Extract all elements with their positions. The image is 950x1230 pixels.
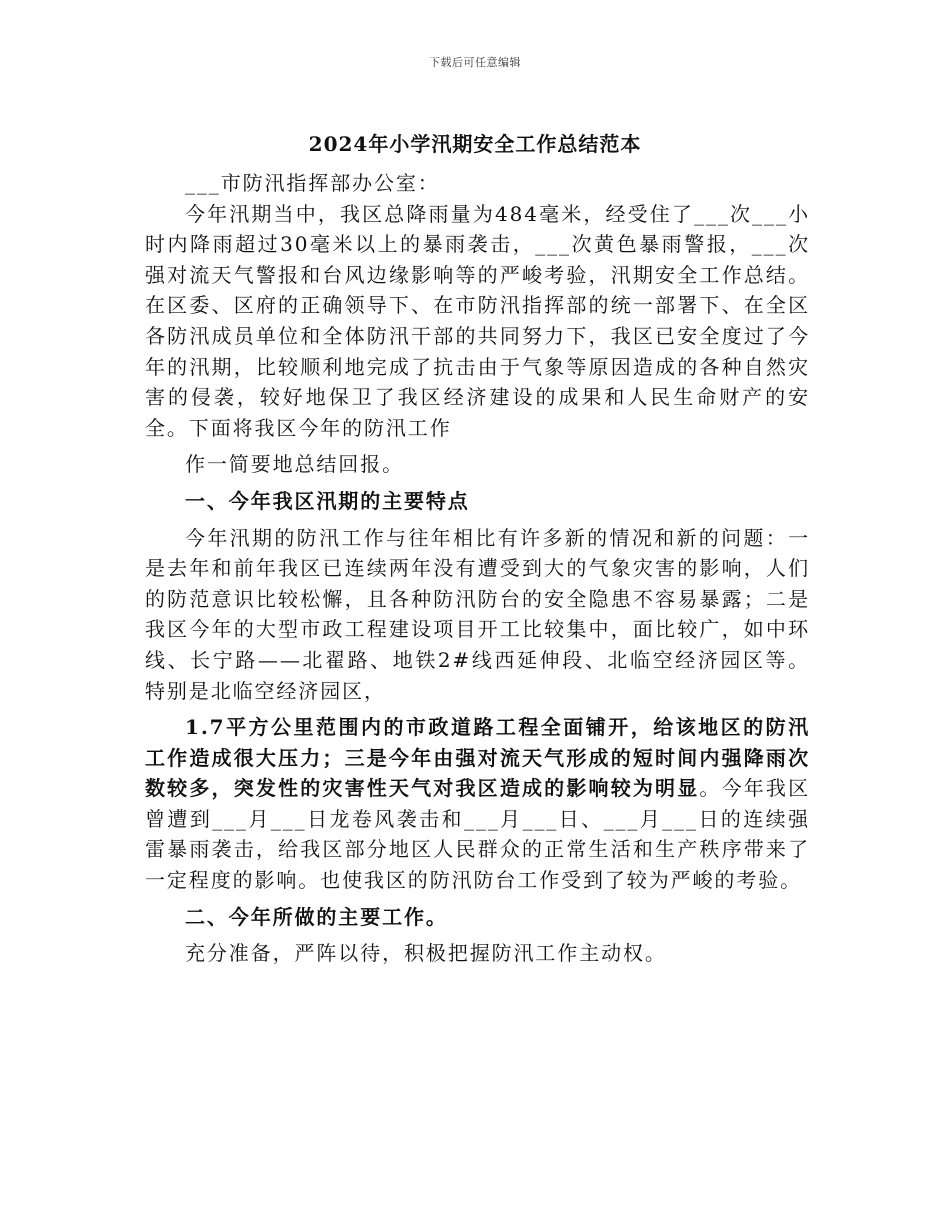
paragraph-3: 今年汛期的防汛工作与往年相比有许多新的情况和新的问题：一是去年和前年我区已连续两年没有遭受到大的气象灾害的影响，人们的防范意识比较松懈，且各种防汛防台的安全隐患不容易暴露；二是我区今年的大型市政工程建设项目开工比较集中，面比较广，如中环线、长宁路——北翟路、地铁2#线西延伸段、北临空经济园区等。特别是北临空经济园区， [145,525,810,703]
document-body [145,168,810,969]
section-heading-2: 二、今年所做的主要工作。 [185,904,448,929]
paragraph-4 [145,712,810,896]
salutation: ___市防汛指挥部办公室： [185,171,440,195]
paragraph-5: 充分准备，严阵以待，积极把握防汛工作主动权。 [185,941,667,966]
paragraph-2: 作一简要地总结回报。 [185,452,404,477]
section-heading-1: 一、今年我区汛期的主要特点 [185,488,470,513]
paragraph-1: 今年汛期当中，我区总降雨量为484毫米，经受住了___次___小时内降雨超过30毫米以上的暴雨袭击，___次黄色暴雨警报，___次强对流天气警报和台风边缘影响等的严峻考验，汛期安全工作总结。在区委、区府的正确领导下、在市防汛指挥部的统一部署下、在全区各防汛成员单位和全体防汛干部的共同努力下，我区已安全度过了今年的汛期，比较顺利地完成了抗击由于气象等原因造成的各种自然灾害的侵袭，较好地保卫了我区经济建设的成果和人民生命财产的安全。下面将我区今年的防汛工作 [145,201,810,440]
paragraph-4-rest: 。今年我区曾遭到___月___日龙卷风袭击和___月___日、___月___日的连续强雷暴雨袭击，给我区部分地区人民群众的正常生活和生产秩序带来了一定程度的影响。也使我区的防汛防台工作受到了较为严峻的考验。 [145,776,811,893]
paragraph-4-bold-lead: 1.7平方公里范围内的市政道路工程全面铺开，给该地区的防汛工作造成很大压力；三是今年由强对流天气形成的短时间内强降雨次数较多，突发性的灾害性天气对我区造成的影响较为明显 [145,715,810,801]
document-title: 2024年小学汛期安全工作总结范本 [308,132,642,156]
header-note: 下载后可任意编辑 [429,56,521,69]
